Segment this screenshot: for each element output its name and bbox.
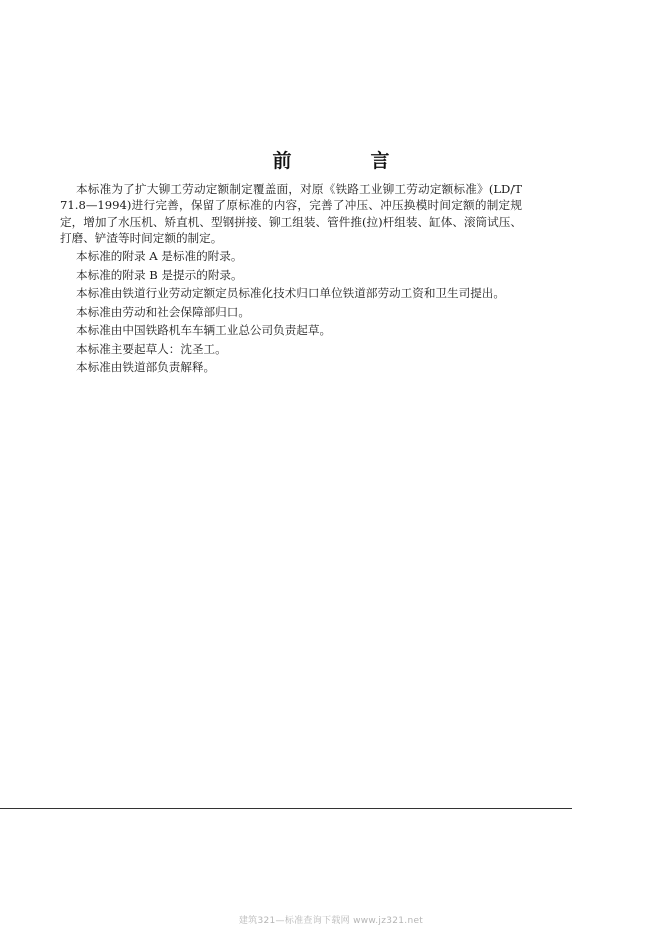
bottom-divider [0, 808, 572, 809]
paragraph-drafted-by: 本标准由中国铁路机车车辆工业总公司负责起草。 [76, 323, 332, 338]
paragraph-appendix-a: 本标准的附录 A 是标准的附录。 [76, 249, 243, 264]
footer-watermark: 建筑321—标准查询下载网 www.jz321.net [238, 916, 424, 926]
foreword-body [60, 181, 522, 378]
paragraph-main-drafters: 本标准主要起草人：沈圣工。 [76, 341, 227, 356]
paragraph-centralized-by: 本标准由劳动和社会保障部归口。 [76, 304, 250, 319]
paragraph-interpreted-by: 本标准由铁道部负责解释。 [76, 360, 216, 375]
paragraph-proposed-by: 本标准由铁道行业劳动定额定员标准化技术归口单位铁道部劳动工资和卫生司提出。 [76, 286, 505, 301]
paragraph-appendix-b: 本标准的附录 B 是提示的附录。 [76, 267, 243, 282]
page-title: 前 言 [272, 150, 420, 172]
paragraph-scope: 本标准为了扩大铆工劳动定额制定覆盖面，对原《铁路工业铆工劳动定额标准》(LD/T 71.8—1994)进行完善，保留了原标准的内容，完善了冲压、冲压换模时间定额的制定规定，增加了水压机、矫直机、型钢拼接、铆工组装、管件推(拉)杆组装、缸体、滚筒试压、打磨、铲渣等时间定额的制定。 [60, 182, 522, 245]
